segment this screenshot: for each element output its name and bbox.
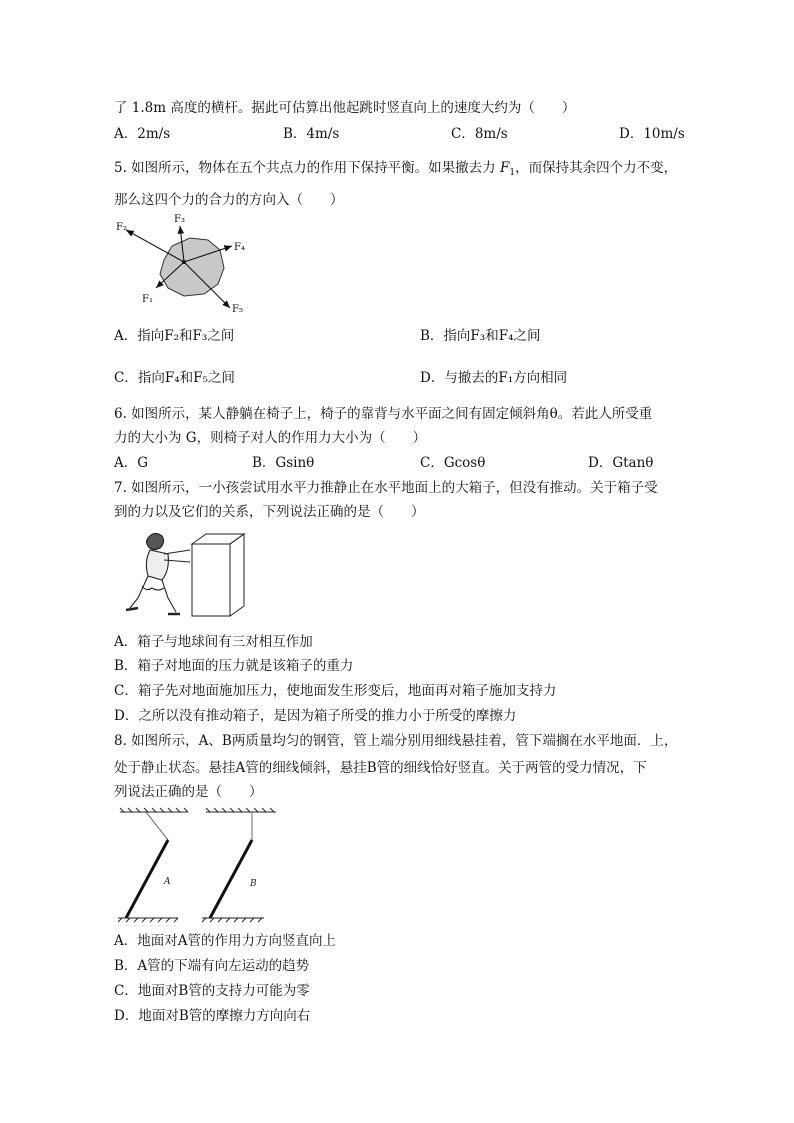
ceiling-a — [120, 808, 188, 812]
q5-option-d[interactable]: D．与撤去的F₁方向相同 — [420, 370, 568, 386]
q4-option-a[interactable]: A．2m/s — [114, 126, 171, 142]
q8-option-c[interactable]: C．地面对B管的支持力可能为零 — [114, 983, 310, 999]
ceiling-b — [206, 808, 276, 812]
q5-option-a[interactable]: A．指向F₂和F₃之间 — [114, 328, 235, 344]
q8-stem-line2: 处于静止状态。悬挂A管的细线倾斜，悬挂B管的细线恰好竖直。关于两管的受力情况，下 — [114, 760, 647, 776]
q8-option-a[interactable]: A．地面对A管的作用力方向竖直向上 — [114, 933, 336, 949]
q4-option-d[interactable]: D．10m/s — [619, 126, 685, 142]
q4-option-b[interactable]: B．4m/s — [283, 126, 340, 142]
pipe-a — [126, 840, 168, 918]
box-shape — [192, 534, 244, 616]
q5-stem-line1: 5. 如图所示，物体在五个共点力的作用下保持平衡。如果撤去力 $F_1$，而保持其余四个力不变， — [114, 160, 678, 178]
label-pipe-b: B — [250, 879, 257, 889]
q8-stem-line3: 列说法正确的是（ ） — [114, 784, 263, 800]
q6-stem-line1: 6. 如图所示，某人静躺在椅子上，椅子的靠背与水平面之间有固定倾斜角θ。若此人所受重 — [114, 406, 653, 422]
q6-option-b[interactable]: B．Gsinθ — [252, 455, 315, 471]
label-f5: F₅ — [232, 304, 243, 314]
q8-stem-line1: 8. 如图所示，A、B两质量均匀的钢管，管上端分别用细线悬挂着，管下端搁在水平地面．上， — [114, 733, 678, 749]
q8-option-b[interactable]: B．A管的下端有向左运动的趋势 — [114, 958, 310, 974]
q5-option-b[interactable]: B．指向F₃和F₄之间 — [420, 328, 541, 344]
label-f1: F₁ — [142, 294, 153, 305]
child-figure — [126, 533, 190, 614]
q8-steel-pipes-figure — [116, 806, 286, 924]
ground — [118, 918, 264, 922]
q6-stem-line2: 力的大小为 G，则椅子对人的作用力大小为（ ） — [114, 430, 427, 446]
q7-child-pushing-box-figure — [120, 526, 250, 618]
label-pipe-a: A — [164, 877, 171, 887]
q7-option-c[interactable]: C．箱子先对地面施加压力，使地面发生形变后，地面再对箱子施加支持力 — [114, 683, 557, 699]
q8-option-d[interactable]: D．地面对B管的摩擦力方向向右 — [114, 1008, 311, 1024]
q7-stem-line1: 7. 如图所示，一小孩尝试用水平力推静止在水平地面上的大箱子，但没有推动。关于箱子受 — [114, 480, 658, 496]
label-f4: F₄ — [234, 242, 245, 253]
label-f2: F₂ — [116, 222, 127, 233]
q7-option-b[interactable]: B．箱子对地面的压力就是该箱子的重力 — [114, 658, 354, 674]
q5-option-c[interactable]: C．指向F₄和F₅之间 — [114, 370, 235, 386]
pipe-b — [210, 840, 252, 918]
label-f3: F₃ — [174, 214, 185, 225]
q7-option-a[interactable]: A．箱子与地球间有三对相互作加 — [114, 634, 313, 650]
q6-option-d[interactable]: D．Gtanθ — [588, 455, 654, 471]
string-a — [146, 812, 168, 840]
q4-text: 了 1.8m 高度的横杆。据此可估算出他起跳时竖直向上的速度大约为（ ） — [114, 100, 576, 116]
q5-force-diagram — [112, 212, 262, 314]
q7-stem-line2: 到的力以及它们的关系，下列说法正确的是（ ） — [114, 504, 425, 520]
q5-object-shape — [160, 238, 224, 296]
q6-option-c[interactable]: C．Gcosθ — [420, 455, 486, 471]
q4-option-c[interactable]: C．8m/s — [451, 126, 508, 142]
q6-option-a[interactable]: A．G — [114, 455, 149, 471]
q7-option-d[interactable]: D．之所以没有推动箱子，是因为箱子所受的推力小于所受的摩擦力 — [114, 708, 517, 724]
q5-stem-line2: 那么这四个力的合力的方向入（ ） — [114, 192, 344, 208]
